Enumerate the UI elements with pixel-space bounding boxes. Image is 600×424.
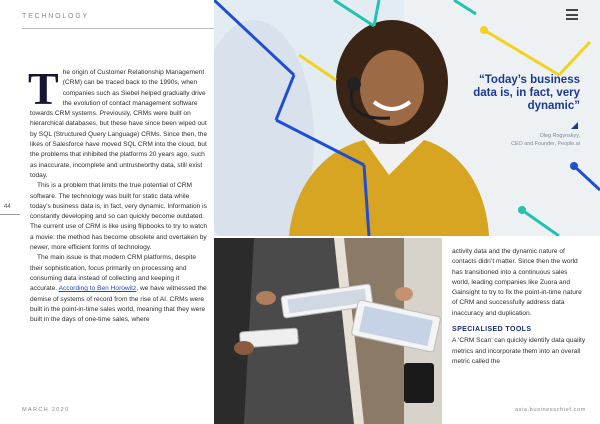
paragraph-3-start: The main issue is that modern CRM platforms, despite their sophistication, focus primarily on processing and consuming data instead of collecting and keeping it accurate. [30,254,197,293]
hamburger-menu-icon[interactable] [566,9,578,20]
footer-left: MARCH 2020 [22,407,70,413]
paragraph-1-text: he origin of Customer Relationship Management (CRM) can be traced back to the 1990s, when companies such as Siebel helped gradually drive the evolution of contact management software towards CRM systems. Previously, CRMs were built on hierarchical databases, but these have since been wiped out by SQL (Structured Query Language) CRMs. Since then, the likes of Salesforce have moved SQL CRM into the cloud, but the problems that inhibited the platforms 20 years ago, such as inaccurate, incomplete and untrustworthy data, still exist today. [30,69,208,179]
meeting-illustration [214,238,442,424]
right-paragraph-1: activity data and the dynamic nature of contacts didn’t matter. Since then the world has transitioned into a continuous sales world, leading companies like Zuora and Gainsight to try to fix the point-in-time nature of CRM and successfully address data inaccuracy and duplication. [452,248,582,317]
footer-right: asia.businesschief.com [514,407,586,413]
pull-quote: “Today’s business data is, in fact, very dynamic” [473,74,580,112]
attribution-name: Oleg Rogynskyy, [539,133,580,139]
menu-bar [566,9,578,11]
sub-heading: SPECIALISED TOOLS [452,326,532,334]
paragraph-2: This is a problem that limits the true potential of CRM software. The technology was built for static data while today’s business data is, in fact, very dynamic. Information is constantly developing and so can quickly become outdated. The current use of CRM is like using flipbooks to try to watch a movie: the method has become obsolete and overtaken by newer, more efficient forms of technology. [30,182,208,252]
meeting-photo [214,238,442,424]
left-article-column [28,63,208,325]
quote-attribution [511,133,580,148]
ben-horowitz-link[interactable]: According to Ben Horowitz [58,285,137,293]
left-margin-rule [0,214,20,215]
page-number-left: 44 [4,204,11,210]
drop-cap: T [28,63,59,114]
menu-bar [566,18,578,20]
attribution-role: CEO and Founder, People.ai [511,140,580,147]
right-paragraph-2: A ‘CRM Scan’ can quickly identify data quality metrics and incorporate them into an overall metric called the [452,337,586,365]
hero-photo [214,0,600,236]
top-divider [22,28,214,29]
section-label: TECHNOLOGY [22,13,90,20]
menu-bar [566,14,578,16]
right-article-column [452,247,586,367]
paragraph-3 [30,253,208,325]
paragraph-1 [28,63,208,181]
hero-illustration [214,0,600,236]
paragraph-3-end: , we have witnessed the demise of systems of record from the rise of AI. CRMs were built in the point-in-time sales world, meaning that they were built in the days of one-time sales, where [30,285,207,324]
